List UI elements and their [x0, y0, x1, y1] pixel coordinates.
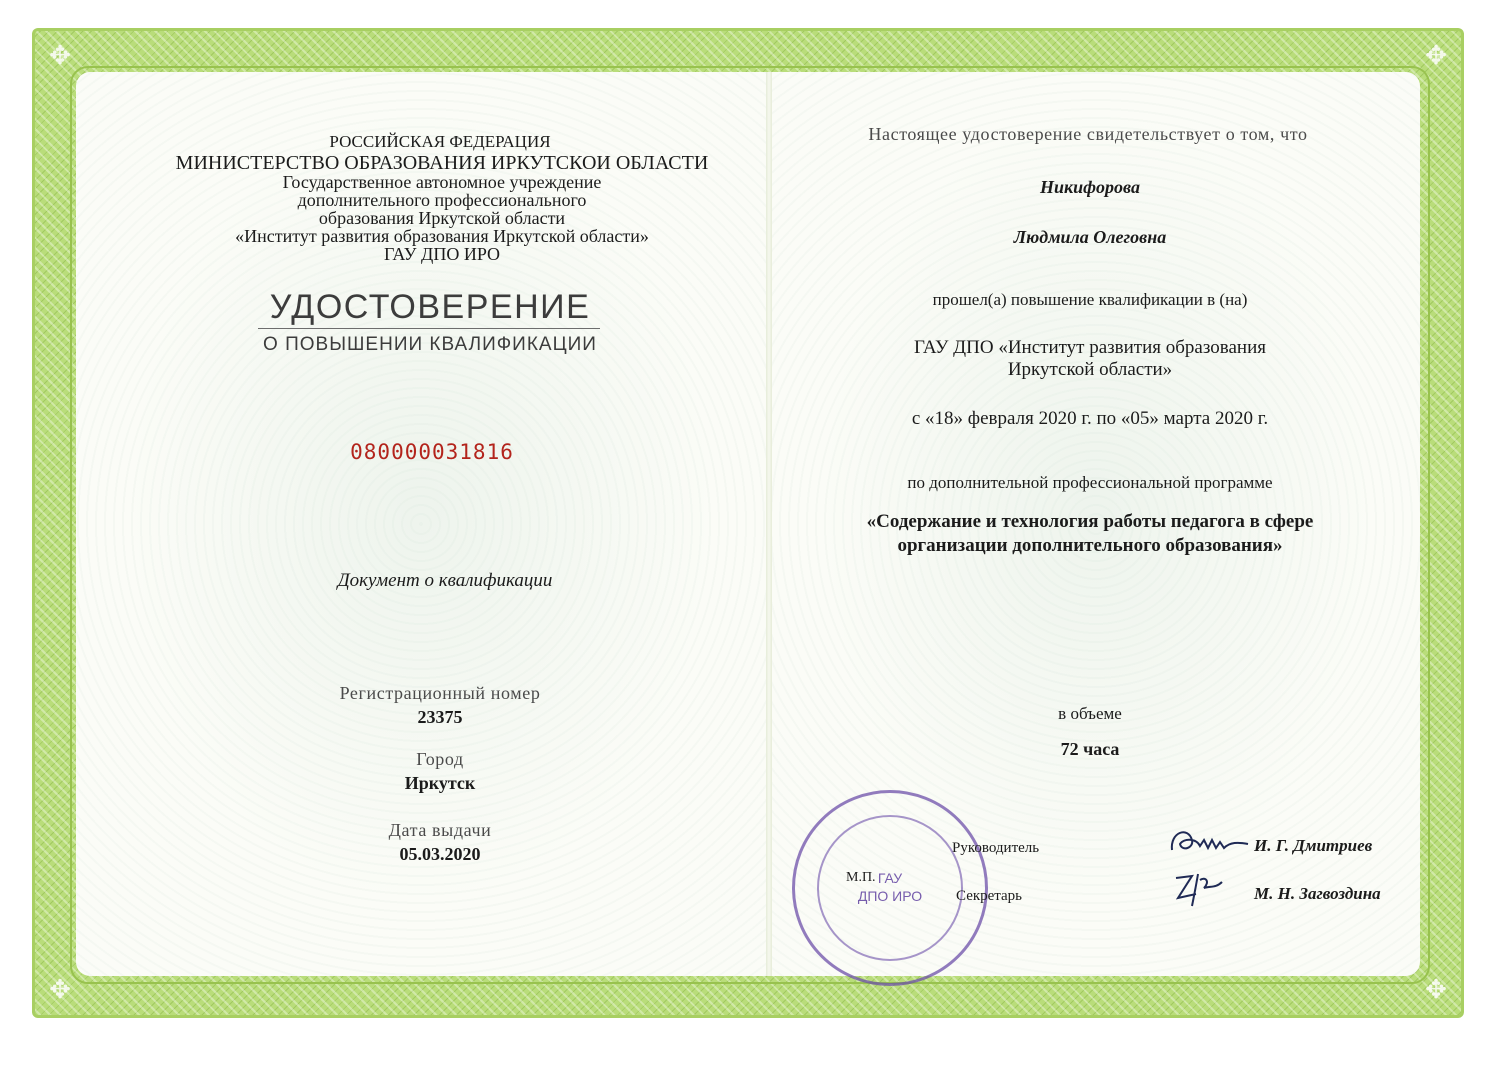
corner-ornament-icon: ✥ — [49, 41, 71, 71]
program-title-line-2: организации дополнительного образования» — [897, 535, 1283, 556]
city-label: Город — [416, 749, 464, 769]
institution-line-3: образования Иркутской области — [318, 208, 566, 228]
secretary-name: М. Н. Загвоздина — [1254, 884, 1381, 903]
secretary-label: Секретарь — [956, 888, 1023, 904]
volume-label: в объеме — [1058, 704, 1122, 723]
surname: Никифорова — [1040, 177, 1140, 197]
corner-ornament-icon: ✥ — [1425, 41, 1447, 71]
corner-ornament-icon: ✥ — [1425, 975, 1447, 1005]
serial-number: 080000031816 — [350, 440, 514, 464]
training-period: с «18» февраля 2020 г. по «05» марта 2020 г. — [911, 408, 1269, 429]
secretary-signature-icon — [1170, 868, 1230, 908]
page-fold — [766, 72, 772, 976]
organization-line-1: ГАУ ДПО «Институт развития образования — [914, 337, 1266, 358]
program-title-line-1: «Содержание и технология работы педагога в сфере — [866, 511, 1314, 532]
completed-text: прошел(а) повышение квалификации в (на) — [932, 290, 1248, 309]
document-subtitle: О ПОВЫШЕНИИ КВАЛИФИКАЦИИ — [263, 334, 597, 355]
institution-line-2: дополнительного профессионального — [297, 190, 587, 210]
issue-date-label: Дата выдачи — [388, 820, 492, 840]
issue-date: 05.03.2020 — [399, 844, 481, 864]
institution-line-1: Государственное автономное учреждение — [282, 172, 602, 192]
seal-label: М.П. — [846, 870, 876, 885]
city: Иркутск — [404, 773, 476, 793]
program-label: по дополнительной профессиональной программе — [907, 473, 1273, 492]
ministry-name: МИНИСТЕРСТВО ОБРАЗОВАНИЯ ИРКУТСКОИ ОБЛАСТИ — [175, 152, 709, 174]
registration-number: 23375 — [417, 707, 463, 727]
document-title: УДОСТОВЕРЕНИЕ — [269, 288, 591, 326]
country-label: РОССИЙСКАЯ ФЕДЕРАЦИЯ — [329, 132, 551, 151]
title-divider — [258, 328, 600, 329]
institution-abbr: ГАУ ДПО ИРО — [383, 244, 501, 264]
head-name: И. Г. Дмитриев — [1254, 836, 1373, 855]
given-names: Людмила Олеговна — [1013, 227, 1167, 247]
head-label: Руководитель — [952, 840, 1040, 856]
registration-number-label: Регистрационный номер — [339, 683, 541, 703]
intro-text: Настоящее удостоверение свидетельствует о том, что — [868, 124, 1308, 144]
organization-line-2: Иркутской области» — [1007, 359, 1173, 380]
head-signature-icon — [1166, 820, 1252, 864]
stamp-center-text: ГАУ ДПО ИРО — [857, 870, 923, 904]
volume-hours: 72 часа — [1060, 739, 1120, 759]
corner-ornament-icon: ✥ — [49, 975, 71, 1005]
institution-line-4: «Институт развития образования Иркутской области» — [235, 226, 649, 246]
document-type: Документ о квалификации — [337, 570, 553, 591]
